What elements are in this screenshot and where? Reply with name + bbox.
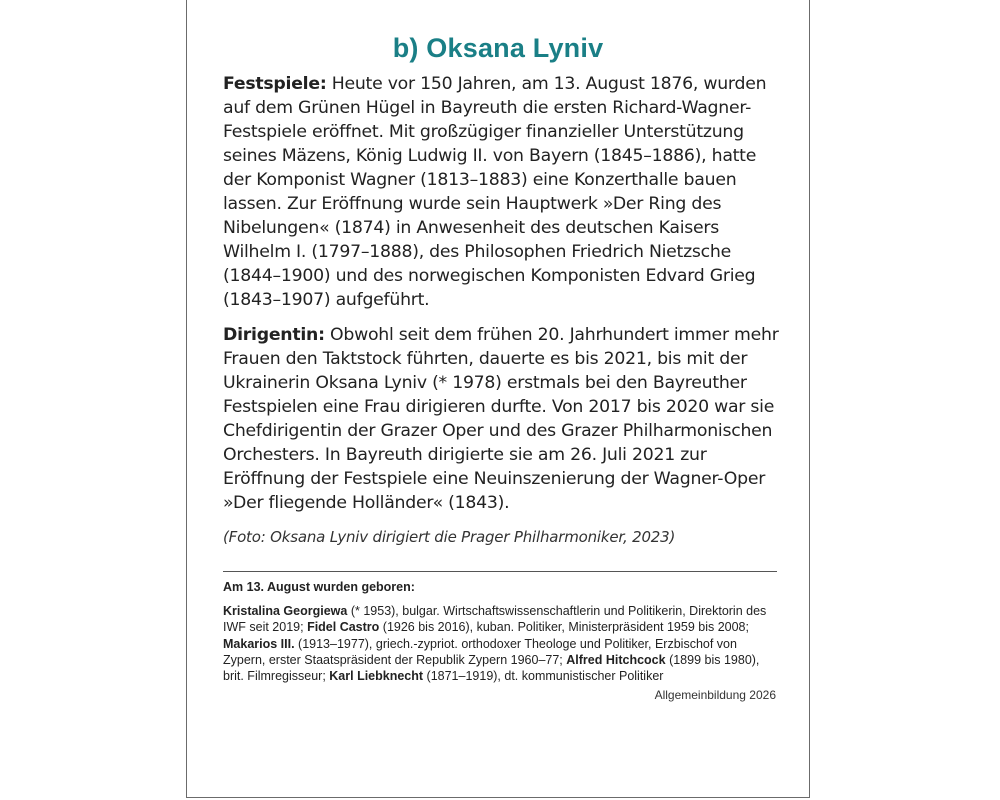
person-info: (1899 bis 1980), brit. Filmregisseur;: [223, 652, 760, 684]
person-info: (1926 bis 2016), kuban. Politiker, Ministerpräsident 1959 bis 2008;: [379, 620, 749, 635]
person-name: Makarios III.: [223, 636, 295, 651]
person-info: (1913–1977), griech.-zypriot. orthodoxer Theologe und Politiker, Erzbischof von Zypern, erster Staatspräsident der Republik Zypern 1960–77;: [223, 636, 737, 667]
paragraph-festspiele: [223, 72, 779, 312]
photo-caption: (Foto: Oksana Lyniv dirigiert die Prager Philharmoniker, 2023): [223, 528, 676, 546]
page-title: b) Oksana Lyniv: [392, 33, 604, 63]
person-name: Karl Liebknecht: [329, 669, 424, 684]
person-name: Kristalina Georgiewa: [223, 604, 348, 618]
birthdays-heading: Am 13. August wurden geboren:: [223, 580, 415, 594]
paragraph-dirigentin: [223, 323, 779, 515]
person-info: (1871–1919), dt. kommunistischer Politiker: [423, 669, 664, 684]
birthdays-section: [223, 571, 777, 684]
main-content: [223, 72, 779, 548]
calendar-page: [186, 0, 810, 798]
paragraph-lead: Festspiele:: [223, 74, 327, 94]
birthdays-list: [223, 603, 777, 684]
person-name: Fidel Castro: [307, 620, 380, 635]
publication-footer: Allgemeinbildung 2026: [654, 688, 776, 702]
paragraph-text: Obwohl seit dem frühen 20. Jahrhundert immer mehr Frauen den Taktstock führten, dauerte es bis 2021, bis mit der Ukrainerin Oksana Lyniv (* 1978) erstmals bei den Bayreuther Festspielen eine Frau dirigieren durfte. Von 2017 bis 2020 war sie Chefdirigentin der Grazer Oper und des Grazer Philharmonischen Orchesters. In Bayreuth dirigierte sie am 26. Juli 2021 zur Eröffnung der Festspiele eine Neuinszenierung der Wagner-Oper »Der fliegende Holländer« (1843).: [223, 325, 779, 513]
paragraph-text: Heute vor 150 Jahren, am 13. August 1876, wurden auf dem Grünen Hügel in Bayreuth die ersten Richard-Wagner-Festspiele eröffnet. Mit großzügiger finanzieller Unterstützung seines Mäzens, König Ludwig II. von Bayern (1845–1886), hatte der Komponist Wagner (1813–1883) eine Konzerthalle bauen lassen. Zur Eröffnung wurde sein Hauptwerk »Der Ring des Nibelungen« (1874) in Anwesenheit des deutschen Kaisers Wilhelm I. (1797–1888), des Philosophen Friedrich Nietzsche (1844–1900) und des norwegischen Komponisten Edvard Grieg (1843–1907) aufgeführt.: [223, 74, 767, 310]
person-name: Alfred Hitchcock: [566, 652, 666, 667]
person-info: (* 1953), bulgar. Wirtschaftswissenschaftlerin und Politikerin, Direktorin des IWF seit 2019;: [223, 604, 767, 635]
paragraph-lead: Dirigentin:: [223, 325, 325, 345]
